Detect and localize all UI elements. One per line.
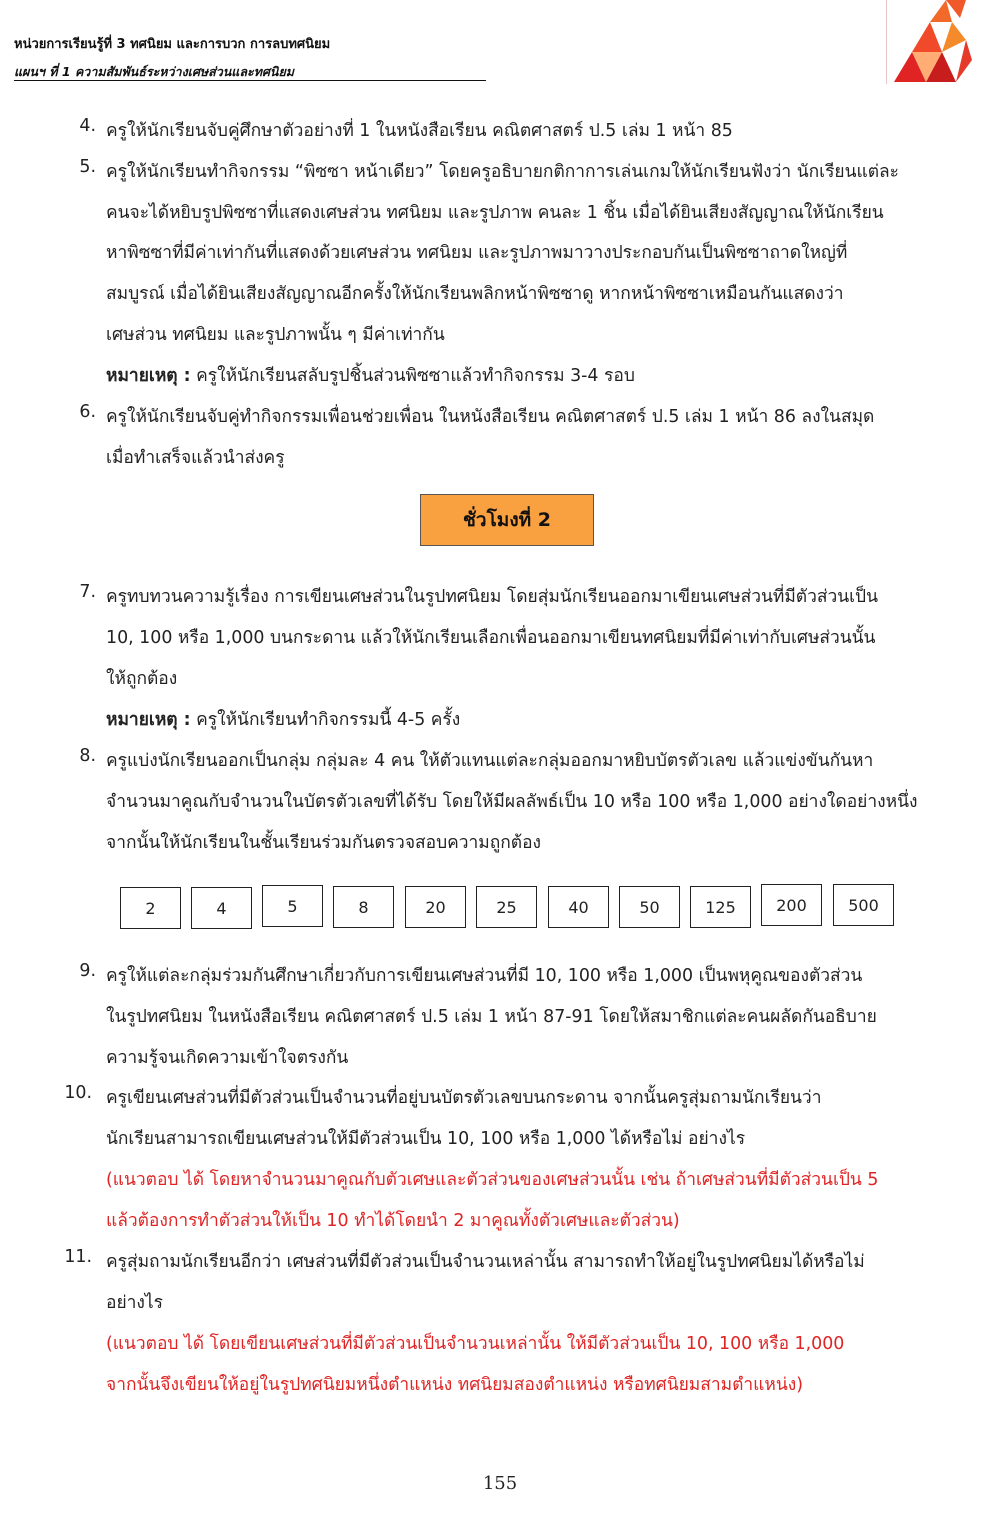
- item-11-line-2: อย่างไร: [106, 1293, 163, 1313]
- item-8-number: 8.: [79, 746, 96, 766]
- item-7-line-1: ครูทบทวนความรู้เรื่อง การเขียนเศษส่วนในรูปทศนิยม โดยสุ่มนักเรียนออกมาเขียนเศษส่วนที่มีตัวส่วนเป็น: [106, 587, 878, 607]
- item-5-line-4: สมบูรณ์ เมื่อได้ยินเสียงสัญญาณอีกครั้งให้นักเรียนพลิกหน้าพิซซาดู หากหน้าพิซซาเหมือนกันแสดงว่า: [106, 284, 844, 304]
- number-card: 8: [333, 886, 394, 928]
- number-card: 25: [476, 886, 537, 928]
- note-label: หมายเหตุ :: [106, 366, 191, 386]
- note-label: หมายเหตุ :: [106, 710, 191, 730]
- item-9-line-1: ครูให้แต่ละกลุ่มร่วมกันศึกษาเกี่ยวกับการเขียนเศษส่วนที่มี 10, 100 หรือ 1,000 เป็นพหุคูณของตัวส่วน: [106, 966, 863, 986]
- note-text: ครูให้นักเรียนทำกิจกรรมนี้ 4-5 ครั้ง: [190, 710, 461, 730]
- item-5-note: [106, 361, 635, 389]
- number-card: 500: [833, 884, 894, 926]
- unit-title: หน่วยการเรียนรู้ที่ 3 ทศนิยม และการบวก การลบทศนิยม: [14, 37, 331, 52]
- item-11-line-1: ครูสุ่มถามนักเรียนอีกว่า เศษส่วนที่มีตัวส่วนเป็นจำนวนเหล่านั้น สามารถทำให้อยู่ในรูปทศนิยมได้หรือไม่: [106, 1252, 865, 1272]
- item-11-answer-1: (แนวตอบ ได้ โดยเขียนเศษส่วนที่มีตัวส่วนเป็นจำนวนเหล่านั้น ให้มีตัวส่วนเป็น 10, 100 หรือ 1,000: [106, 1334, 845, 1354]
- item-5-line-1: ครูให้นักเรียนทำกิจกรรม “พิซซา หน้าเดียว” โดยครูอธิบายกติกาการเล่นเกมให้นักเรียนฟังว่า นักเรียนแต่ละ: [106, 162, 899, 182]
- item-5-line-3: หาพิซซาที่มีค่าเท่ากันที่แสดงด้วยเศษส่วน ทศนิยม และรูปภาพมาวางประกอบกันเป็นพิซซาถาดใหญ่ที่: [106, 243, 848, 263]
- item-6-number: 6.: [79, 402, 96, 422]
- plan-title: แผนฯ ที่ 1 ความสัมพันธ์ระหว่างเศษส่วนและทศนิยม: [14, 64, 295, 79]
- item-5-number: 5.: [79, 157, 96, 177]
- item-8-line-3: จากนั้นให้นักเรียนในชั้นเรียนร่วมกันตรวจสอบความถูกต้อง: [106, 833, 542, 853]
- header-divider: [14, 80, 486, 81]
- item-10-answer-2: แล้วต้องการทำตัวส่วนให้เป็น 10 ทำได้โดยนำ 2 มาคูณทั้งตัวเศษและตัวส่วน): [106, 1211, 680, 1231]
- item-7-number: 7.: [79, 582, 96, 602]
- item-9-number: 9.: [79, 961, 96, 981]
- number-card: 125: [690, 886, 751, 928]
- item-5-line-5: เศษส่วน ทศนิยม และรูปภาพนั้น ๆ มีค่าเท่ากัน: [106, 325, 445, 345]
- item-4-number: 4.: [79, 116, 96, 136]
- item-4-line-1: ครูให้นักเรียนจับคู่ศึกษาตัวอย่างที่ 1 ในหนังสือเรียน คณิตศาสตร์ ป.5 เล่ม 1 หน้า 85: [106, 121, 733, 141]
- item-10-line-2: นักเรียนสามารถเขียนเศษส่วนให้มีตัวส่วนเป็น 10, 100 หรือ 1,000 ได้หรือไม่ อย่างไร: [106, 1129, 746, 1149]
- item-8-line-1: ครูแบ่งนักเรียนออกเป็นกลุ่ม กลุ่มละ 4 คน ให้ตัวแทนแต่ละกลุ่มออกมาหยิบบัตรตัวเลข แล้วแข่งขันกันหา: [106, 751, 874, 771]
- number-card: 2: [120, 887, 181, 929]
- item-8-line-2: จำนวนมาคูณกับจำนวนในบัตรตัวเลขที่ได้รับ โดยให้มีผลลัพธ์เป็น 10 หรือ 100 หรือ 1,000 อย่างใดอย่างหนึ่ง: [106, 792, 918, 812]
- number-card: 20: [405, 886, 466, 928]
- number-card: 4: [191, 887, 252, 929]
- hour-2-heading: ชั่วโมงที่ 2: [420, 494, 594, 546]
- item-9-line-2: ในรูปทศนิยม ในหนังสือเรียน คณิตศาสตร์ ป.5 เล่ม 1 หน้า 87-91 โดยให้สมาชิกแต่ละคนผลัดกันอธิบาย: [106, 1007, 877, 1027]
- number-card: 5: [262, 885, 323, 927]
- item-5-line-2: คนจะได้หยิบรูปพิซซาที่แสดงเศษส่วน ทศนิยม และรูปภาพ คนละ 1 ชิ้น เมื่อได้ยินเสียงสัญญาณให้นักเรียน: [106, 203, 884, 223]
- item-11-number: 11.: [64, 1247, 92, 1267]
- item-7-line-3: ให้ถูกต้อง: [106, 669, 178, 689]
- publisher-logo-icon: [886, 0, 972, 84]
- number-card: 50: [619, 886, 680, 928]
- item-10-line-1: ครูเขียนเศษส่วนที่มีตัวส่วนเป็นจำนวนที่อยู่บนบัตรตัวเลขบนกระดาน จากนั้นครูสุ่มถามนักเรียนว่า: [106, 1088, 822, 1108]
- number-card: 200: [761, 884, 822, 926]
- item-11-answer-2: จากนั้นจึงเขียนให้อยู่ในรูปทศนิยมหนึ่งตำแหน่ง ทศนิยมสองตำแหน่ง หรือทศนิยมสามตำแหน่ง): [106, 1375, 803, 1395]
- item-6-line-2: เมื่อทำเสร็จแล้วนำส่งครู: [106, 448, 285, 468]
- item-6-line-1: ครูให้นักเรียนจับคู่ทำกิจกรรมเพื่อนช่วยเพื่อน ในหนังสือเรียน คณิตศาสตร์ ป.5 เล่ม 1 หน้า 86 ลงในสมุด: [106, 407, 875, 427]
- number-card: 40: [548, 886, 609, 928]
- item-7-line-2: 10, 100 หรือ 1,000 บนกระดาน แล้วให้นักเรียนเลือกเพื่อนออกมาเขียนทศนิยมที่มีค่าเท่ากับเศษส่วนนั้น: [106, 628, 876, 648]
- page-number: 155: [482, 1473, 518, 1494]
- item-10-number: 10.: [64, 1083, 92, 1103]
- item-7-note: [106, 705, 460, 733]
- item-10-answer-1: (แนวตอบ ได้ โดยหาจำนวนมาคูณกับตัวเศษและตัวส่วนของเศษส่วนนั้น เช่น ถ้าเศษส่วนที่มีตัวส่วนเป็น 5: [106, 1170, 879, 1190]
- note-text: ครูให้นักเรียนสลับรูปชิ้นส่วนพิซซาแล้วทำกิจกรรม 3-4 รอบ: [190, 366, 635, 386]
- item-9-line-3: ความรู้จนเกิดความเข้าใจตรงกัน: [106, 1048, 349, 1068]
